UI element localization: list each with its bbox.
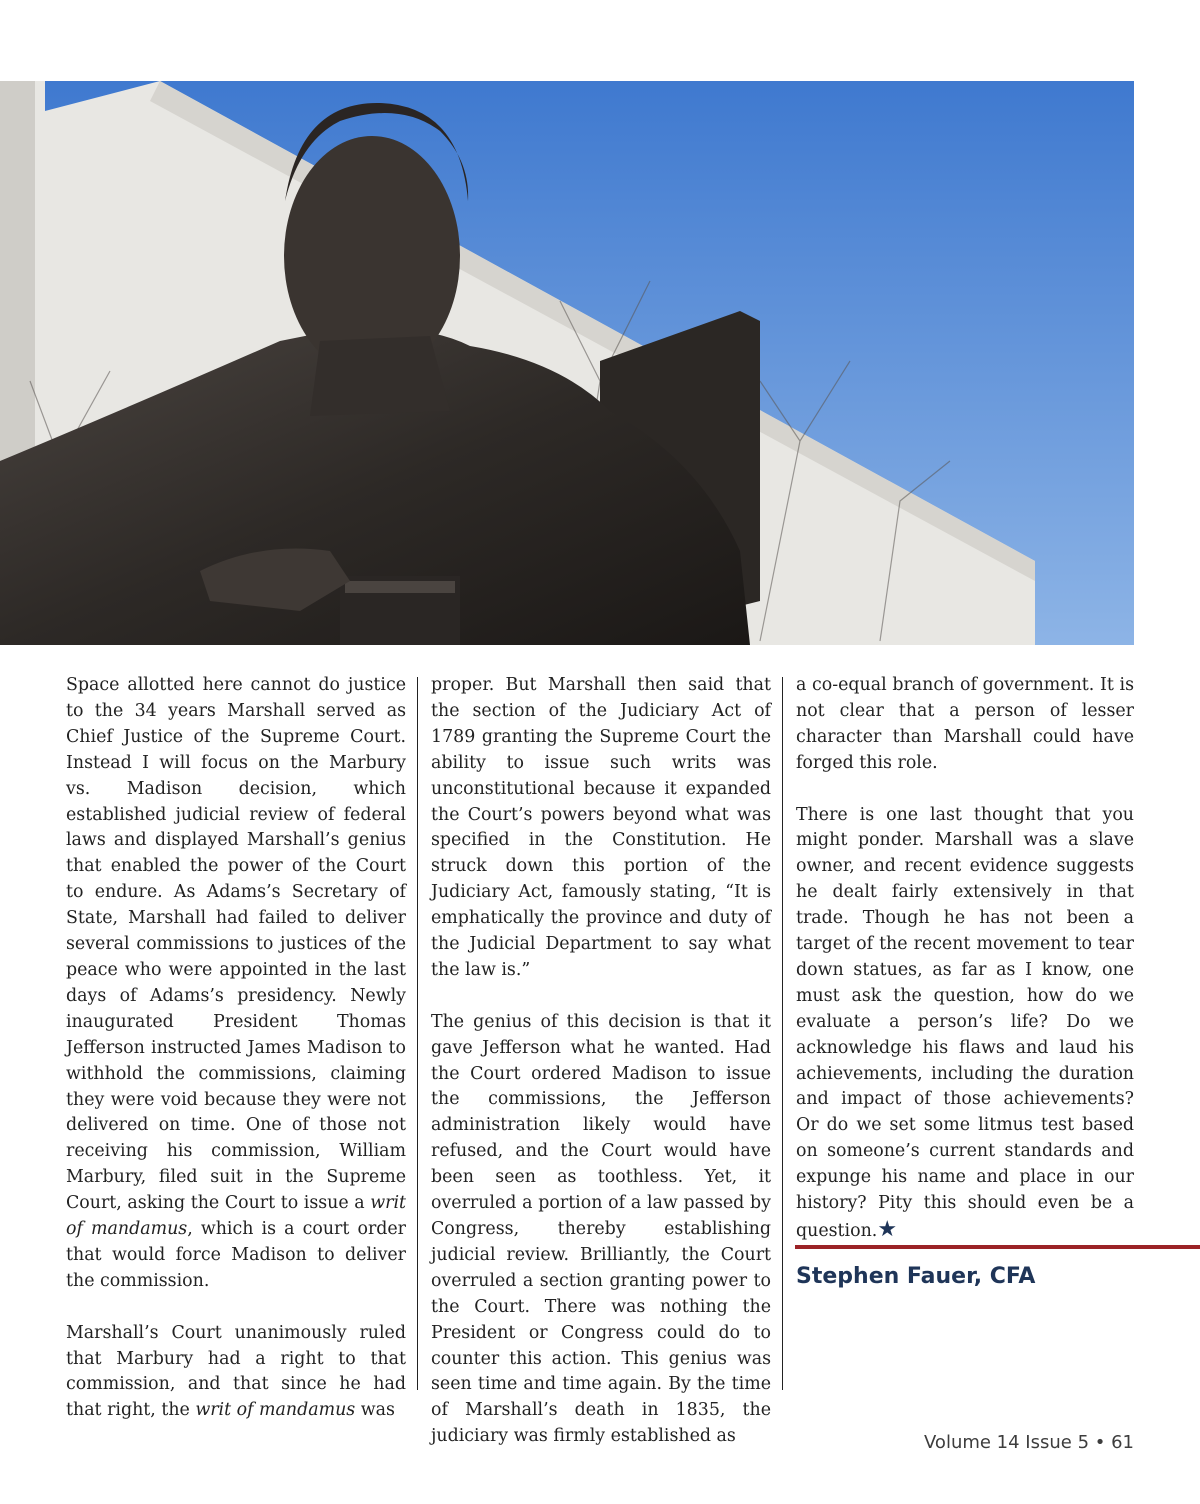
article-column-3 bbox=[796, 673, 1134, 1245]
article-column-2 bbox=[431, 673, 771, 1450]
star-icon: ★ bbox=[877, 1217, 898, 1243]
page-folio: Volume 14 Issue 5 • 61 bbox=[924, 1432, 1134, 1453]
paragraph: The genius of this decision is that it gave Jefferson what he wanted. Had the Court ordered Madison to issue the commissions, the Jefferson administration likely would have refused, and the Court would have been seen as toothless. Yet, it overruled a portion of a law passed by Congress, thereby establishing judicial review. Brilliantly, the Court overruled a section granting power to the Court. There was nothing the President or Congress could do to counter this action. This genius was seen time and time again. By the time of Marshall’s death in 1835, the judiciary was firmly established as bbox=[431, 1011, 771, 1447]
paragraph: proper. But Marshall then said that the section of the Judiciary Act of 1789 granting the Supreme Court the ability to issue such writs was unconstitutional because it expanded the Court’s powers beyond what was specified in the Constitution. He struck down this portion of the Judiciary Act, famously stating, “It is emphatically the province and duty of the Judicial Department to say what the law is.” bbox=[431, 675, 771, 980]
paragraph: Space allotted here cannot do justice to the 34 years Marshall served as Chief Justice of the Supreme Court. Instead I will focus on the Marbury vs. Madison decision, which established judicial review of federal laws and displayed Marshall’s genius that enabled the power of the Court to endure. As Adams’s Secretary of State, Marshall had failed to deliver several commissions to justices of the peace who were appointed in the last days of Adams’s presidency. Newly inaugurated President Thomas Jefferson instructed James Madison to withhold the commissions, claiming they were void because they were not delivered on time. One of those not receiving his commission, William Marbury, filed suit in the Supreme Court, asking the Court to issue a writ of mandamus, which is a court order that would force Madison to deliver the commission. bbox=[66, 675, 406, 1291]
article-column-1 bbox=[66, 673, 406, 1424]
author-byline: Stephen Fauer, CFA bbox=[796, 1264, 1036, 1289]
paragraph: Marshall’s Court unanimously ruled that Marbury had a right to that commission, and that since he had that right, the writ of mandamus was bbox=[66, 1322, 406, 1421]
paragraph: There is one last thought that you might ponder. Marshall was a slave owner, and recent evidence suggests he dealt fairly extensively in that trade. Though he has not been a target of the recent movement to tear down statues, as far as I know, one must ask the question, how do we evaluate a person’s life? Do we acknowledge his flaws and laud his achievements, including the duration and impact of those achievements? Or do we set some litmus test based on someone’s current standards and expunge his name and place in our history? Pity this should even be a question.★ bbox=[796, 804, 1134, 1243]
column-divider bbox=[782, 677, 783, 1390]
paragraph: a co-equal branch of government. It is not clear that a person of lesser character than Marshall could have forged this role. bbox=[796, 675, 1134, 773]
hero-photo-statue bbox=[0, 81, 1134, 645]
author-divider bbox=[795, 1245, 1200, 1249]
column-divider bbox=[417, 677, 418, 1390]
